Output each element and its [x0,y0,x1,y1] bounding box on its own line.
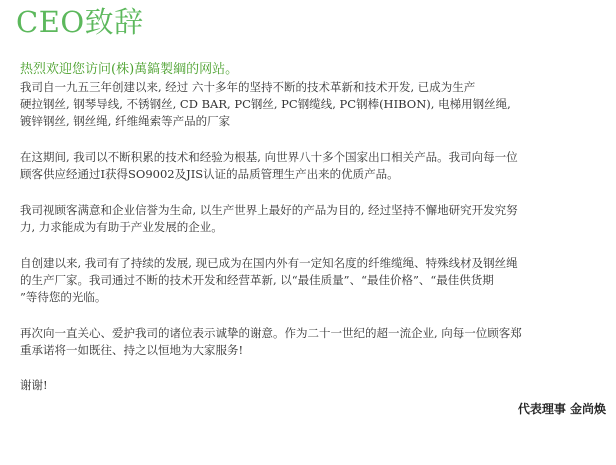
signature: 代表理事 金尚焕 [517,402,606,416]
paragraph-development: 自创建以来, 我司有了持续的发展, 现已成为在国内外有一定知名度的纤维缆绳、特殊线材及钢丝绳 的生产厂家。我司通过不断的技术开发和经营革新, 以“最佳质量”、“最佳价格”、“最佳供货期 ”等待您的光临。 [20,256,518,304]
thanks-text: 谢谢! [20,378,48,392]
welcome-line: 热烈欢迎您访问(株)萬鎬製綱的网站。 [20,62,239,77]
page-title: CEO致辞 [16,5,144,39]
paragraph-gratitude: 再次向一直关心、爱护我司的诸位表示诚挚的谢意。作为二十一世纪的超一流企业, 向每一位顾客郑 重承诺将一如既往、持之以恒地为大家服务! [20,326,522,357]
paragraph-history: 我司自一九五三年创建以来, 经过 六十多年的坚持不断的技术革新和技术开发, 已成为生产 硬拉钢丝, 钢琴导线, 不锈钢丝, CD BAR, PC钢丝, PC钢缆线, PC钢棒(HIBON), 电梯用钢丝绳, 镀锌钢丝, 钢丝绳, 纤维绳索等产品的厂家 [20,80,511,128]
paragraph-customer: 我司视顾客满意和企业信誉为生命, 以生产世界上最好的产品为目的, 经过坚持不懈地研究开发究努 力, 力求能成为有助于产业发展的企业。 [20,203,518,234]
paragraph-export: 在这期间, 我司以不断积累的技术和经验为根基, 向世界八十多个国家出口相关产品。我司向每一位 顾客供应经通过I获得SO9002及JIS认证的品质管理生产出来的优质产品。 [20,150,518,181]
